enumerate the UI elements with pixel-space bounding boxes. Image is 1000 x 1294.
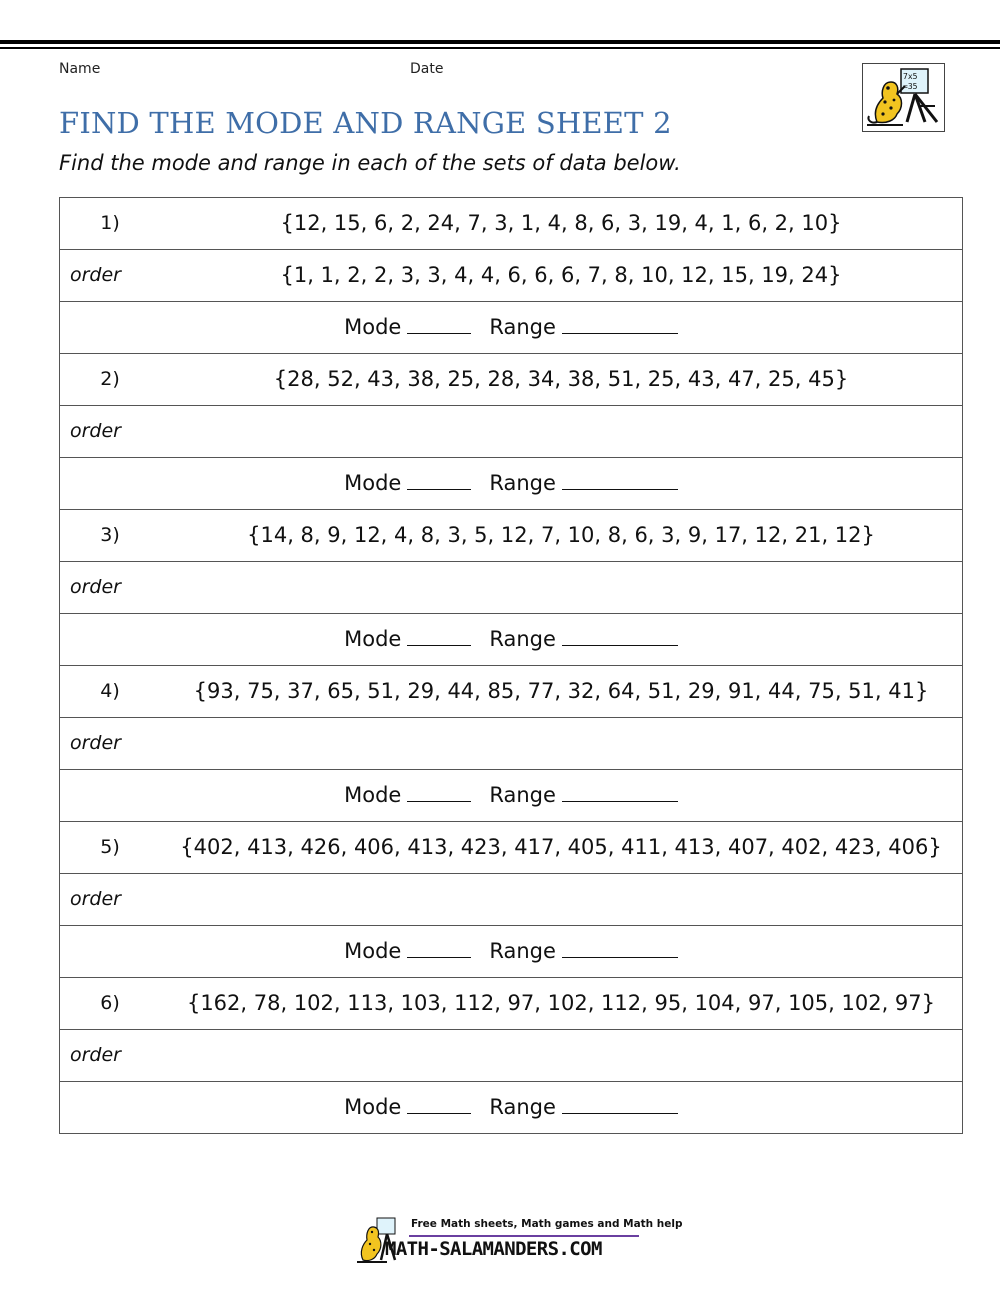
problem-1-set-row [60, 198, 962, 250]
name-label: Name [59, 61, 101, 77]
ordered-set [160, 1030, 962, 1081]
mode-blank[interactable] [407, 628, 471, 646]
problem-6-set-row [60, 978, 962, 1030]
range-blank[interactable] [562, 628, 678, 646]
ordered-set [160, 562, 962, 613]
problem-number: 4) [100, 680, 120, 702]
range-label: Range [489, 783, 556, 807]
range-label: Range [489, 315, 556, 339]
problem-2-answer-row [60, 458, 962, 510]
ordered-set [160, 874, 962, 925]
mode-blank[interactable] [407, 1096, 471, 1114]
mode-label: Mode [344, 783, 402, 807]
data-set: {14, 8, 9, 12, 4, 8, 3, 5, 12, 7, 10, 8, 6, 3, 9, 17, 12, 21, 12} [247, 523, 875, 547]
mode-blank[interactable] [407, 784, 471, 802]
data-set: {402, 413, 426, 406, 413, 423, 417, 405, 411, 413, 407, 402, 423, 406} [180, 835, 942, 859]
order-label: order [70, 888, 121, 910]
mode-label: Mode [344, 1095, 402, 1119]
mode-blank[interactable] [407, 940, 471, 958]
range-blank[interactable] [562, 784, 678, 802]
ordered-set: {1, 1, 2, 2, 3, 3, 4, 4, 6, 6, 6, 7, 8, 10, 12, 15, 19, 24} [280, 263, 842, 287]
salamander-logo-icon [863, 64, 944, 131]
problem-6-order-row[interactable] [60, 1030, 962, 1082]
logo-badge-line2: =35 [903, 82, 918, 91]
order-label: order [70, 576, 121, 598]
mode-blank[interactable] [407, 316, 471, 334]
mode-label: Mode [344, 939, 402, 963]
problem-4-answer-row [60, 770, 962, 822]
problem-5-set-row [60, 822, 962, 874]
page-title: FIND THE MODE AND RANGE SHEET 2 [59, 106, 672, 140]
problem-table [59, 197, 963, 1134]
data-set: {93, 75, 37, 65, 51, 29, 44, 85, 77, 32, 64, 51, 29, 91, 44, 75, 51, 41} [193, 679, 929, 703]
order-label: order [70, 1044, 121, 1066]
mode-label: Mode [344, 471, 402, 495]
logo-badge-line1: 7x5 [903, 72, 918, 81]
ordered-set [160, 406, 962, 457]
problem-1-order-row[interactable] [60, 250, 962, 302]
date-label: Date [410, 61, 444, 77]
problem-2-set-row [60, 354, 962, 406]
problem-number: 5) [100, 836, 120, 858]
problem-number: 2) [100, 368, 120, 390]
problem-4-order-row[interactable] [60, 718, 962, 770]
mode-blank[interactable] [407, 472, 471, 490]
range-label: Range [489, 939, 556, 963]
range-blank[interactable] [562, 1096, 678, 1114]
range-blank[interactable] [562, 472, 678, 490]
range-label: Range [489, 627, 556, 651]
salamander-logo [862, 63, 945, 132]
problem-3-answer-row [60, 614, 962, 666]
problem-number: 6) [100, 992, 120, 1014]
problem-6-answer-row [60, 1082, 962, 1134]
instructions: Find the mode and range in each of the sets of data below. [59, 151, 681, 175]
footer-tagline: Free Math sheets, Math games and Math help [411, 1218, 683, 1230]
order-label: order [70, 264, 121, 286]
order-label: order [70, 732, 121, 754]
top-rule-thin [0, 47, 1000, 49]
top-rule-thick [0, 40, 1000, 44]
problem-3-set-row [60, 510, 962, 562]
problem-2-order-row[interactable] [60, 406, 962, 458]
problem-4-set-row [60, 666, 962, 718]
range-blank[interactable] [562, 316, 678, 334]
footer-logo [357, 1216, 683, 1264]
footer-divider [409, 1235, 639, 1237]
problem-3-order-row[interactable] [60, 562, 962, 614]
problem-number: 1) [100, 212, 120, 234]
footer-brand: MATH-SALAMANDERS.COM [385, 1238, 602, 1260]
ordered-set [160, 718, 962, 769]
problem-1-answer-row [60, 302, 962, 354]
problem-5-answer-row [60, 926, 962, 978]
data-set: {28, 52, 43, 38, 25, 28, 34, 38, 51, 25, 43, 47, 25, 45} [273, 367, 849, 391]
order-label: order [70, 420, 121, 442]
data-set: {12, 15, 6, 2, 24, 7, 3, 1, 4, 8, 6, 3, 19, 4, 1, 6, 2, 10} [280, 211, 842, 235]
range-blank[interactable] [562, 940, 678, 958]
problem-5-order-row[interactable] [60, 874, 962, 926]
mode-label: Mode [344, 627, 402, 651]
range-label: Range [489, 1095, 556, 1119]
range-label: Range [489, 471, 556, 495]
mode-label: Mode [344, 315, 402, 339]
problem-number: 3) [100, 524, 120, 546]
data-set: {162, 78, 102, 113, 103, 112, 97, 102, 112, 95, 104, 97, 105, 102, 97} [186, 991, 936, 1015]
